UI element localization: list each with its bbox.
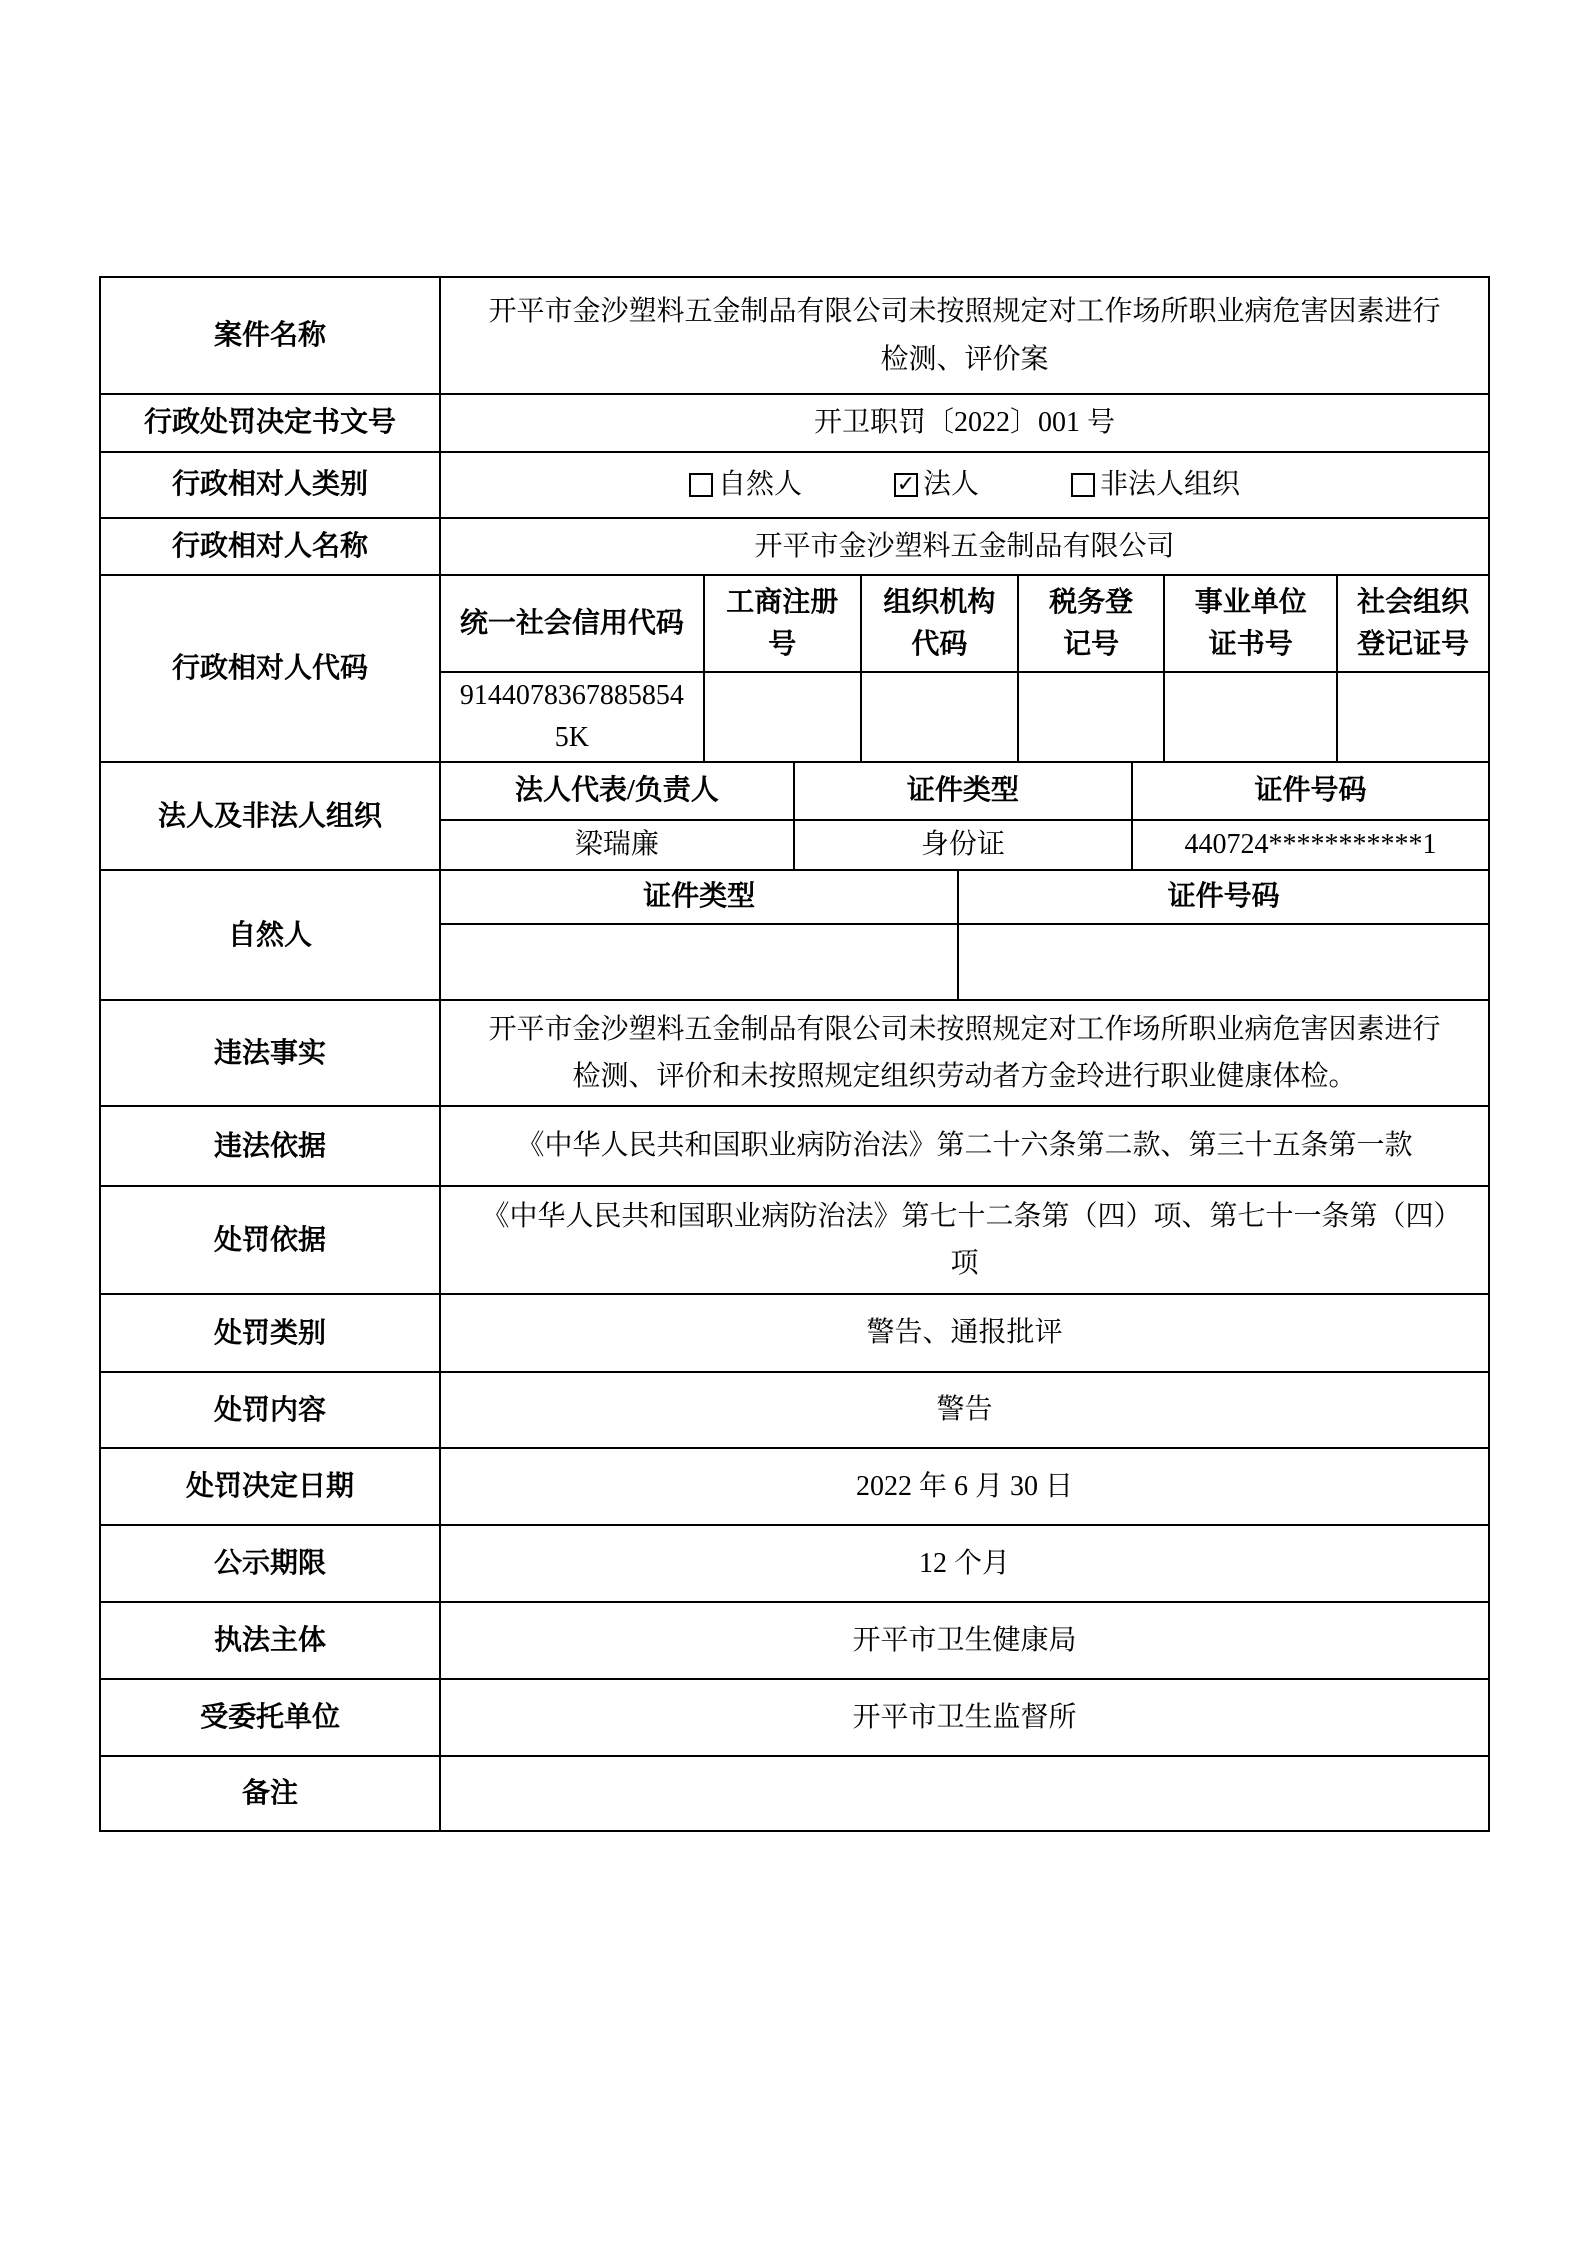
- penalty-basis-label: 处罚依据: [101, 1187, 441, 1293]
- code-header-tax-reg: 税务登记号: [1017, 576, 1164, 671]
- row-illegal-basis: [101, 1105, 1488, 1185]
- row-party-name: [101, 517, 1488, 575]
- illegal-basis-value: 《中华人民共和国职业病防治法》第二十六条第二款、第三十五条第一款: [516, 1130, 1413, 1162]
- checkbox-unchecked-icon: [689, 473, 713, 497]
- party-type-options: [441, 453, 1488, 517]
- party-type-label: 行政相对人类别: [101, 453, 441, 517]
- decision-date-label: 处罚决定日期: [101, 1449, 441, 1524]
- checkbox-mark: ✓: [896, 471, 916, 497]
- illegal-basis-label: 违法依据: [101, 1107, 441, 1185]
- row-penalty-type: [101, 1293, 1488, 1371]
- penalty-basis-value: 《中华人民共和国职业病防治法》第七十二条第（四）项、第七十一条第（四）项: [481, 1200, 1448, 1280]
- row-decision-number: [101, 393, 1488, 451]
- penalty-content-value: 警告: [936, 1394, 993, 1426]
- entrusted-unit-value: 开平市卫生监督所: [852, 1701, 1077, 1733]
- case-name-label: 案件名称: [101, 278, 441, 393]
- row-publicity-period: [101, 1524, 1488, 1601]
- natural-cert-type-value: [441, 925, 957, 999]
- row-penalty-basis: [101, 1185, 1488, 1293]
- natural-person-subtable: [441, 871, 1488, 999]
- penalty-document-table: [99, 276, 1490, 1832]
- party-codes-subtable: [441, 576, 1488, 761]
- legal-organization-subtable: [441, 763, 1488, 869]
- code-value-tax-reg: [1017, 673, 1164, 761]
- remarks-value: [441, 1757, 1488, 1830]
- enforcement-body-value: 开平市卫生健康局: [852, 1624, 1077, 1656]
- code-value-org-code: [860, 673, 1017, 761]
- legal-cert-type-value: 身份证: [793, 821, 1131, 869]
- row-remarks: [101, 1755, 1488, 1830]
- decision-date-value: 2022 年 6 月 30 日: [855, 1470, 1073, 1502]
- row-case-name: [101, 278, 1488, 393]
- code-header-institution-cert: 事业单位证书号: [1163, 576, 1336, 671]
- row-enforcement-body: [101, 1601, 1488, 1678]
- code-header-credit-code: 统一社会信用代码: [459, 607, 684, 639]
- option-label: 非法人组织: [1100, 468, 1241, 500]
- legal-cert-no-header: 证件号码: [1131, 763, 1488, 819]
- row-party-type: [101, 451, 1488, 517]
- row-party-codes: [101, 574, 1488, 761]
- code-header-business-reg: 工商注册号: [703, 576, 860, 671]
- row-entrusted-unit: [101, 1678, 1488, 1755]
- penalty-type-label: 处罚类别: [101, 1295, 441, 1371]
- row-legal-organization: [101, 761, 1488, 869]
- code-header-org-code: 组织机构代码: [860, 576, 1017, 671]
- penalty-type-value: 警告、通报批评: [866, 1317, 1063, 1349]
- party-name-value: 开平市金沙塑料五金制品有限公司: [754, 530, 1175, 562]
- checkbox-checked-icon: [894, 473, 918, 497]
- natural-cert-no-value: [957, 925, 1488, 999]
- code-header-social-org-cert: 社会组织登记证号: [1336, 576, 1488, 671]
- code-value-institution-cert: [1163, 673, 1336, 761]
- code-value-business-reg: [703, 673, 860, 761]
- illegal-fact-value: 开平市金沙塑料五金制品有限公司未按照规定对工作场所职业病危害因素进行检测、评价和未按照规定组织劳动者方金玲进行职业健康体检。: [488, 1013, 1441, 1093]
- natural-cert-type-header: 证件类型: [643, 881, 756, 913]
- code-value-credit-code: 91440783678858545K: [459, 680, 684, 754]
- natural-person-label: 自然人: [101, 871, 441, 999]
- natural-cert-no-header: 证件号码: [957, 871, 1488, 923]
- row-natural-person: [101, 869, 1488, 999]
- legal-rep-value: 梁瑞廉: [574, 829, 659, 861]
- legal-cert-type-header: 证件类型: [793, 763, 1131, 819]
- option-legal-person: [894, 461, 979, 509]
- option-natural-person: [689, 461, 802, 509]
- party-codes-label: 行政相对人代码: [101, 576, 441, 761]
- illegal-fact-label: 违法事实: [101, 1001, 441, 1105]
- option-label: 法人: [922, 468, 979, 500]
- checkbox-unchecked-icon: [1071, 473, 1095, 497]
- party-name-label: 行政相对人名称: [101, 519, 441, 575]
- row-illegal-fact: [101, 999, 1488, 1105]
- decision-number-value: 开卫职罚〔2022〕001 号: [813, 407, 1115, 438]
- row-decision-date: [101, 1447, 1488, 1524]
- row-penalty-content: [101, 1371, 1488, 1447]
- option-label: 自然人: [717, 468, 802, 500]
- remarks-label: 备注: [101, 1757, 441, 1830]
- decision-number-label: 行政处罚决定书文号: [101, 395, 441, 451]
- enforcement-body-label: 执法主体: [101, 1603, 441, 1678]
- publicity-period-label: 公示期限: [101, 1526, 441, 1601]
- legal-organization-label: 法人及非法人组织: [101, 763, 441, 869]
- penalty-content-label: 处罚内容: [101, 1373, 441, 1447]
- code-value-social-org-cert: [1336, 673, 1488, 761]
- legal-cert-no-value: 440724***********1: [1131, 821, 1488, 869]
- legal-rep-header: 法人代表/负责人: [515, 775, 719, 807]
- case-name-value: 开平市金沙塑料五金制品有限公司未按照规定对工作场所职业病危害因素进行检测、评价案: [488, 295, 1441, 375]
- publicity-period-value: 12 个月: [918, 1547, 1010, 1579]
- entrusted-unit-label: 受委托单位: [101, 1680, 441, 1755]
- option-unincorporated-org: [1071, 461, 1240, 509]
